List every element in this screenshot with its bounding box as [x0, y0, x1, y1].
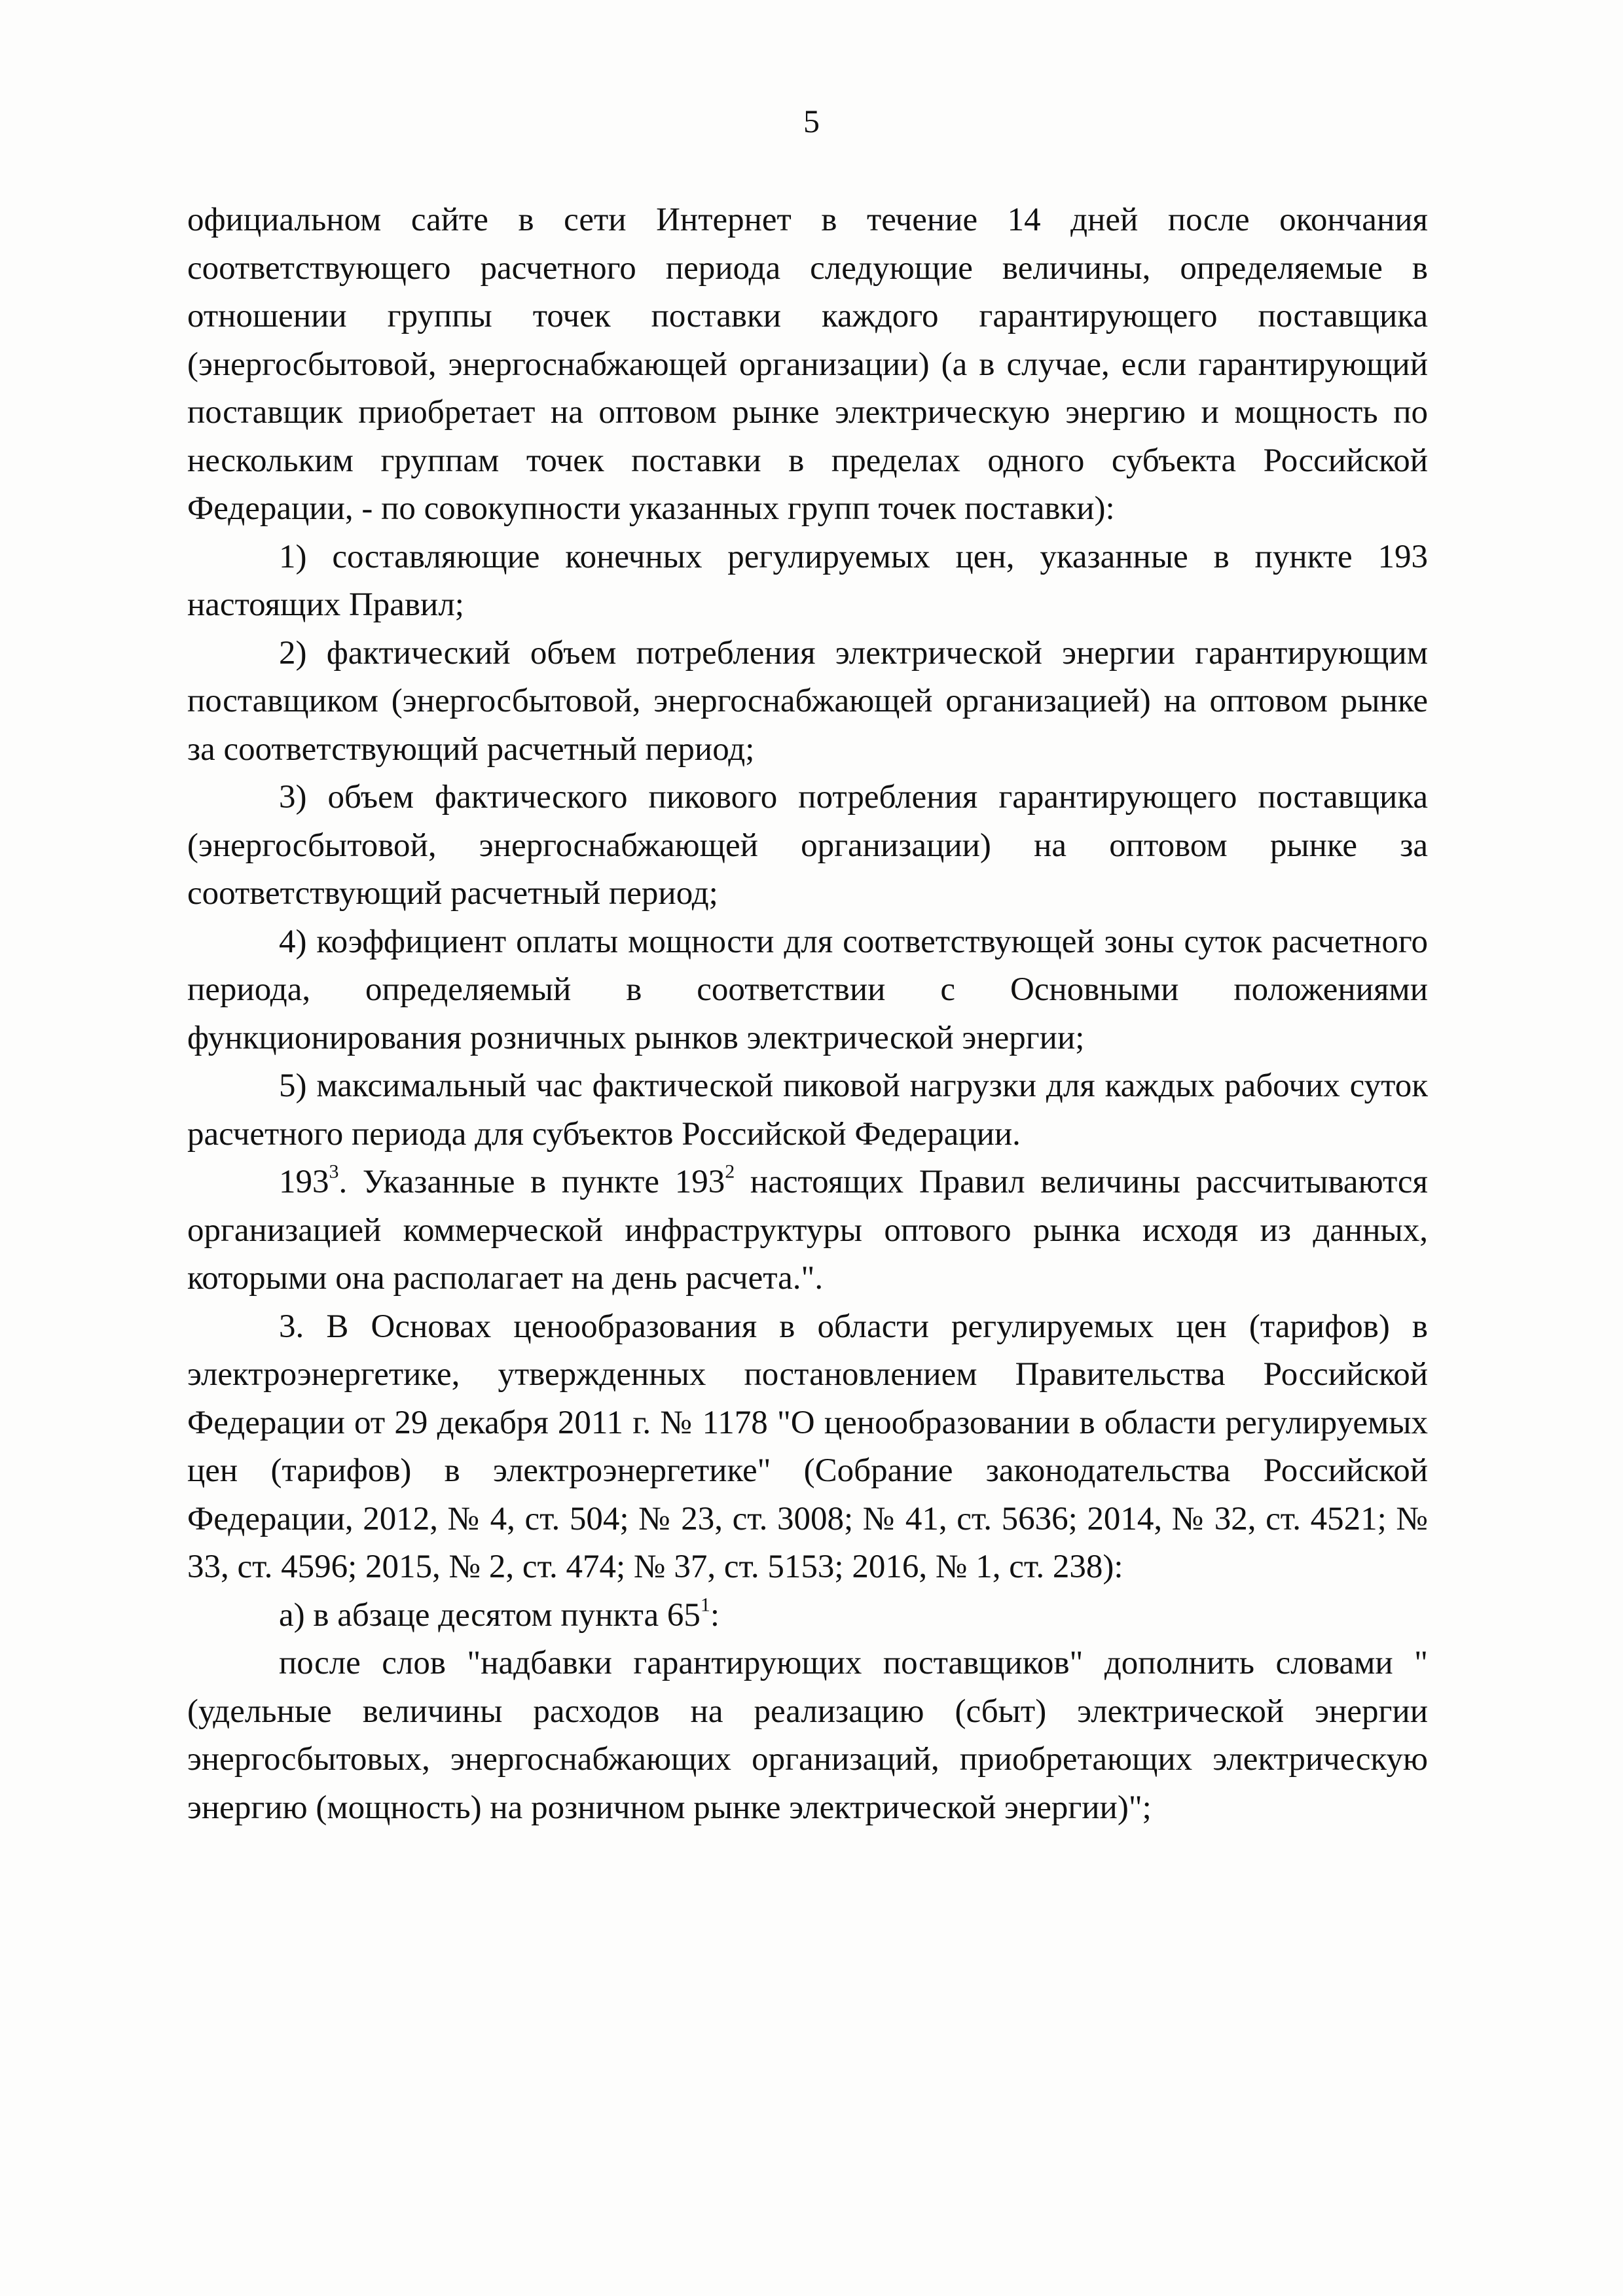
list-item-5: 5) максимальный час фактической пиковой нагрузки для каждых рабочих суток расчетного периода для субъектов Российской Федерации. [187, 1067, 1428, 1153]
subitem-a-tail: : [710, 1596, 720, 1634]
list-item-1: 1) составляющие конечных регулируемых цен, указанные в пункте 193 настоящих Правил; [187, 538, 1428, 623]
paragraph-intro: официальном сайте в сети Интернет в течение 14 дней после окончания соответствующего расчетного периода следующие величины, определяемые в отношении группы точек поставки каждого гарантирующего поставщика (энергосбытовой, энергоснабжающей организации) (а в случае, если гарантирующий поставщик приобретает на оптовом рынке электрическую энергию и мощность по нескольким группам точек поставки в пределах одного субъекта Российской Федерации, - по совокупности указанных групп точек поставки): [187, 202, 1428, 527]
page-number: 5 [803, 103, 820, 139]
list-item-3: 3) объем фактического пикового потребления гарантирующего поставщика (энергосбытовой, энергоснабжающей организации) на оптовом рынке за соответствующий расчетный период; [187, 779, 1428, 912]
subitem-a-text: а) в абзаце десятом пункта 65 [279, 1596, 701, 1634]
clause-reference-superscript: 2 [725, 1160, 735, 1183]
paragraph-section-3: 3. В Основах ценообразования в области регулируемых цен (тарифов) в электроэнергетике, утвержденных постановлением Правительства Российской Федерации от 29 декабря 2011 г. № 1178 "О ценообразовании в области регулируемых цен (тарифов) в электроэнергетике" (Собрание законодательства Российской Федерации, 2012, № 4, ст. 504; № 23, ст. 3008; № 41, ст. 5636; 2014, № 32, ст. 4521; № 33, ст. 4596; 2015, № 2, ст. 474; № 37, ст. 5153; 2016, № 1, ст. 238): [187, 1308, 1428, 1585]
list-item-4: 4) коэффициент оплаты мощности для соответствующей зоны суток расчетного периода, определяемый в соответствии с Основными положениями функционирования розничных рынков электрической энергии; [187, 923, 1428, 1056]
paragraph-193-3 [187, 1158, 1428, 1303]
document-body [187, 196, 1428, 1832]
clause-text-b: настоящих Правил величины рассчитываются организацией коммерческой инфраструктуры оптового рынка исходя из данных, которыми она располагает на день расчета.". [187, 1164, 1428, 1297]
paragraph-amendment: после слов "надбавки гарантирующих поставщиков" дополнить словами "(удельные величины расходов на реализацию (сбыт) электрической энергии энергосбытовых, энергоснабжающих организаций, приобретающих электрическую энергию (мощность) на розничном рынке электрической энергии)"; [187, 1645, 1428, 1826]
subitem-a [187, 1592, 1428, 1640]
subitem-a-superscript: 1 [700, 1594, 710, 1615]
clause-number-superscript: 3 [329, 1160, 339, 1183]
clause-text-a: . Указанные в пункте 193 [338, 1164, 725, 1200]
list-item-2: 2) фактический объем потребления электрической энергии гарантирующим поставщиком (энергосбытовой, энергоснабжающей организацией) на оптовом рынке за соответствующий расчетный период; [187, 634, 1428, 768]
clause-number: 193 [279, 1164, 329, 1200]
